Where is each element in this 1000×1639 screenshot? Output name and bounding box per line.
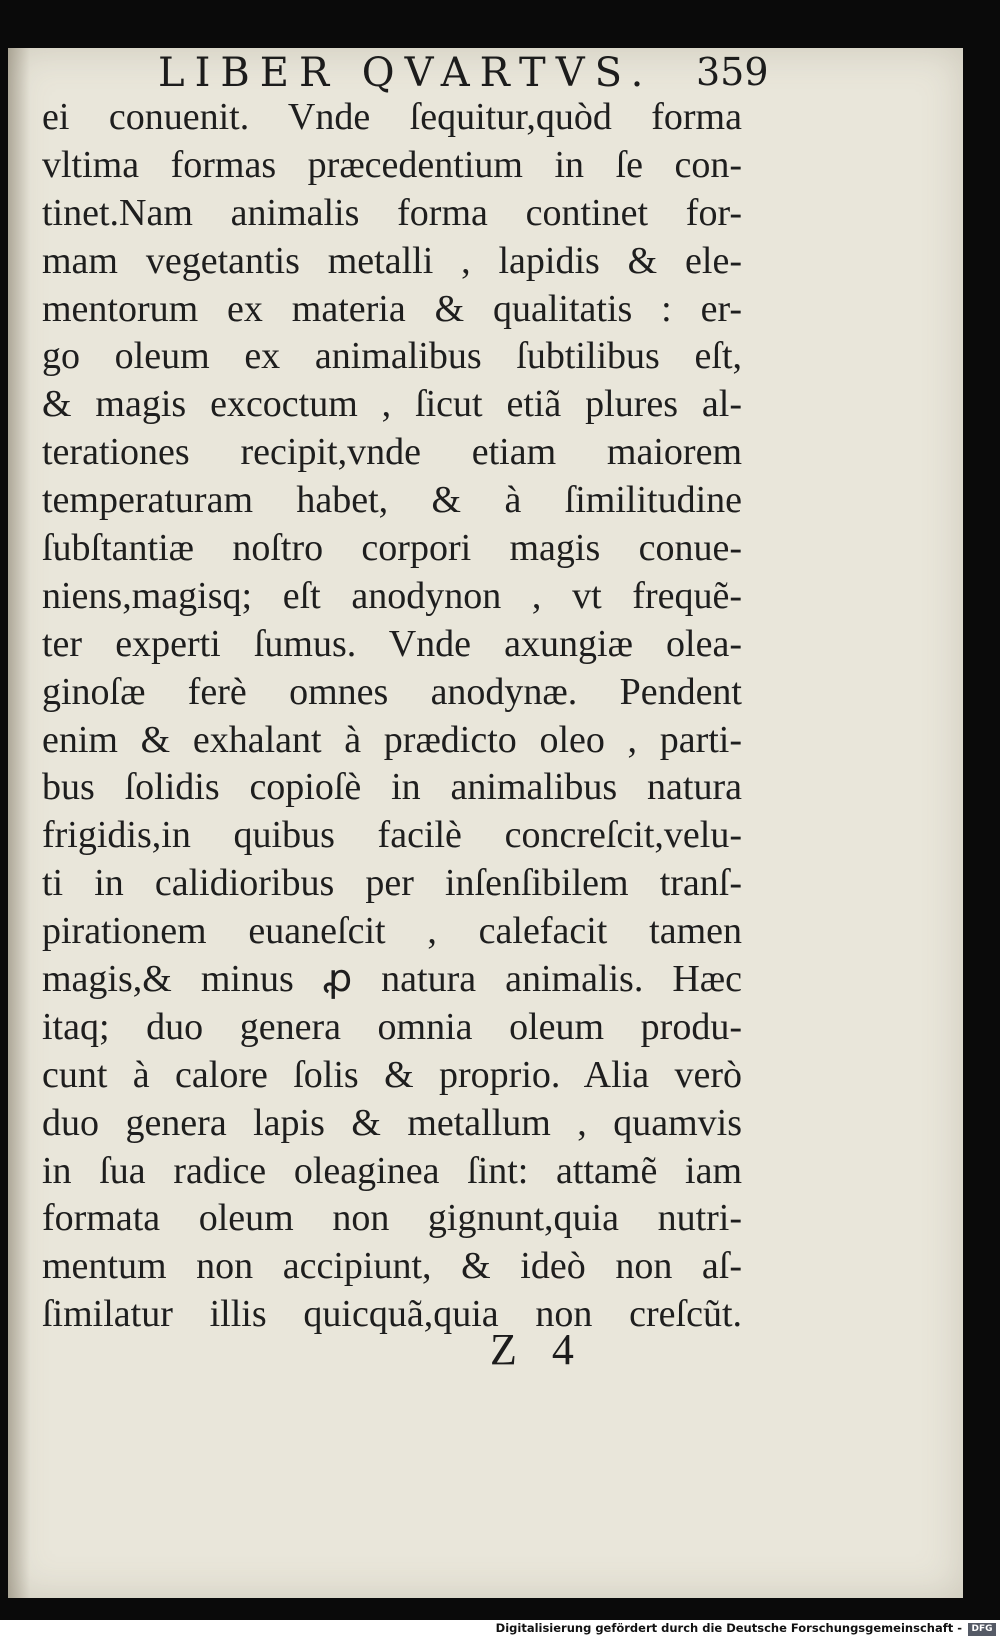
text-line: mam vegetantis metalli , lapidis & ele- — [42, 239, 742, 282]
text-line: pirationem euaneſcit , calefacit tamen — [42, 910, 742, 953]
body-text — [42, 94, 742, 1339]
text-line: terationes recipit,vnde etiam maiorem — [42, 431, 742, 474]
signature-mark: Z 4 — [490, 1325, 574, 1374]
text-line: & magis excoctum , ſicut etiã plures al- — [42, 383, 742, 426]
text-line: ter experti ſumus. Vnde axungiæ olea- — [42, 622, 742, 665]
footer-bar — [0, 1620, 1000, 1639]
text-line: ſimilatur illis quicquã,quia non creſcũt. — [42, 1293, 742, 1336]
text-line: in ſua radice oleaginea ſint: attamẽ iam — [42, 1149, 742, 1192]
text-line: ei conuenit. Vnde ſequitur,quòd forma — [42, 96, 742, 138]
text-line: ginoſæ ferè omnes anodynæ. Pendent — [42, 670, 742, 713]
text-line: cunt à calore ſolis & proprio. Alia verò — [42, 1053, 742, 1096]
text-line: itaq; duo genera omnia oleum produ- — [42, 1005, 742, 1048]
text-line: ſubſtantiæ noſtro corpori magis conue- — [42, 527, 742, 570]
text-line: vltima formas præcedentium in ſe con- — [42, 143, 742, 186]
running-head: LIBER QVARTVS. — [158, 50, 654, 96]
dfg-logo-icon: DFG — [968, 1623, 996, 1636]
text-line: temperaturam habet, & à ſimilitudine — [42, 479, 742, 522]
text-line: magis,& minus ꝓ natura animalis. Hæc — [42, 958, 742, 1001]
text-line: bus ſolidis copioſè in animalibus natura — [42, 766, 742, 809]
book-page — [8, 48, 963, 1598]
text-line: enim & exhalant à prædicto oleo , parti- — [42, 718, 742, 761]
text-line: formata oleum non gignunt,quia nutri- — [42, 1197, 742, 1240]
text-line: frigidis,in quibus facilè concreſcit,velu- — [42, 814, 742, 857]
text-line: mentorum ex materia & qualitatis : er- — [42, 287, 742, 330]
text-line: niens,magisq; eſt anodynon , vt frequẽ- — [42, 574, 742, 617]
page-number: 359 — [696, 50, 769, 94]
text-line: go oleum ex animalibus ſubtilibus eſt, — [42, 335, 742, 378]
text-line: mentum non accipiunt, & ideò non aſ- — [42, 1245, 742, 1288]
footer-credit: Digitalisierung gefördert durch die Deutsche Forschungsgemeinschaft - — [495, 1621, 962, 1635]
text-line: tinet.Nam animalis forma continet for- — [42, 191, 742, 234]
text-line: ti in calidioribus per inſenſibilem tranſ- — [42, 862, 742, 905]
text-line: duo genera lapis & metallum , quamvis — [42, 1101, 742, 1144]
